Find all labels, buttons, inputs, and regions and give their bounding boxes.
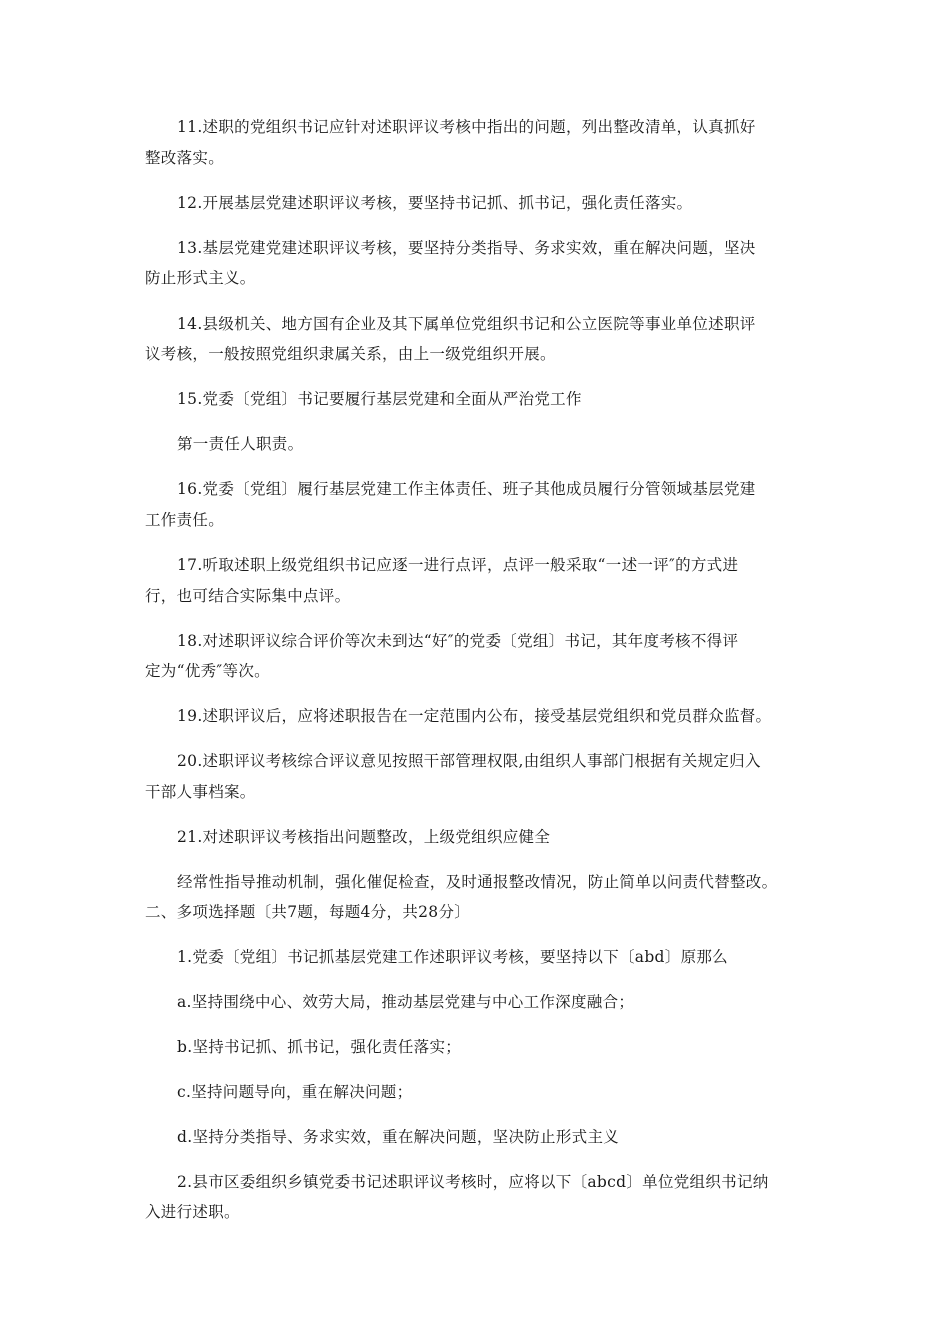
item-16-line-1: 16.党委〔党组〕履行基层党建工作主体责任、班子其他成员履行分管领域基层党建 (177, 480, 756, 498)
item-11-line-2: 整改落实。 (145, 149, 225, 167)
item-13-line-2: 防止形式主义。 (145, 269, 256, 287)
item-21-line-2: 经常性指导推动机制，强化催促检查，及时通报整改情况，防止简单以问责代替整改。 (177, 873, 778, 891)
mc-question-2-line-1: 2.县市区委组织乡镇党委书记述职评议考核时，应将以下〔abcd〕单位党组织书记纳 (177, 1173, 769, 1191)
item-18-line-1: 18.对述职评议综合评价等次未到达“好″的党委〔党组〕书记，其年度考核不得评 (177, 632, 739, 650)
item-19: 19.述职评议后，应将述职报告在一定范围内公布，接受基层党组织和党员群众监督。 (177, 707, 772, 725)
item-18-line-2: 定为“优秀″等次。 (145, 662, 270, 680)
mc-question-2-line-2: 入进行述职。 (145, 1203, 240, 1221)
mc-question-1: 1.党委〔党组〕书记抓基层党建工作述职评议考核，要坚持以下〔abd〕原那么 (177, 948, 728, 966)
item-16-line-2: 工作责任。 (145, 511, 225, 529)
item-15-line-1: 15.党委〔党组〕书记要履行基层党建和全面从严治党工作 (177, 390, 582, 408)
item-14-line-2: 议考核，一般按照党组织隶属关系，由上一级党组织开展。 (145, 345, 556, 363)
item-17-line-2: 行，也可结合实际集中点评。 (145, 587, 351, 605)
item-15-line-2: 第一责任人职责。 (177, 435, 304, 453)
section-heading-multiple-choice: 二、多项选择题〔共7题，每题4分，共28分〕 (145, 903, 471, 921)
item-12: 12.开展基层党建述职评议考核，要坚持书记抓、抓书记，强化责任落实。 (177, 194, 693, 212)
item-13-line-1: 13.基层党建党建述职评议考核，要坚持分类指导、务求实效，重在解决问题，坚决 (177, 239, 756, 257)
item-17-line-1: 17.听取述职上级党组织书记应逐一进行点评，点评一般采取“一述一评″的方式进 (177, 556, 739, 574)
mc-option-c: c.坚持问题导向，重在解决问题； (177, 1083, 413, 1101)
item-21-line-1: 21.对述职评议考核指出问题整改，上级党组织应健全 (177, 828, 551, 846)
item-11-line-1: 11.述职的党组织书记应针对述职评议考核中指出的问题，列出整改清单，认真抓好 (177, 118, 756, 136)
item-14-line-1: 14.县级机关、地方国有企业及其下属单位党组织书记和公立医院等事业单位述职评 (177, 315, 756, 333)
mc-option-b: b.坚持书记抓、抓书记，强化责任落实； (177, 1038, 462, 1056)
item-20-line-1: 20.述职评议考核综合评议意见按照干部管理权限,由组织人事部门根据有关规定归入 (177, 752, 761, 770)
mc-option-a: a.坚持围绕中心、效劳大局，推动基层党建与中心工作深度融合； (177, 993, 635, 1011)
item-20-line-2: 干部人事档案。 (145, 783, 256, 801)
mc-option-d: d.坚持分类指导、务求实效，重在解决问题，坚决防止形式主义 (177, 1128, 620, 1146)
